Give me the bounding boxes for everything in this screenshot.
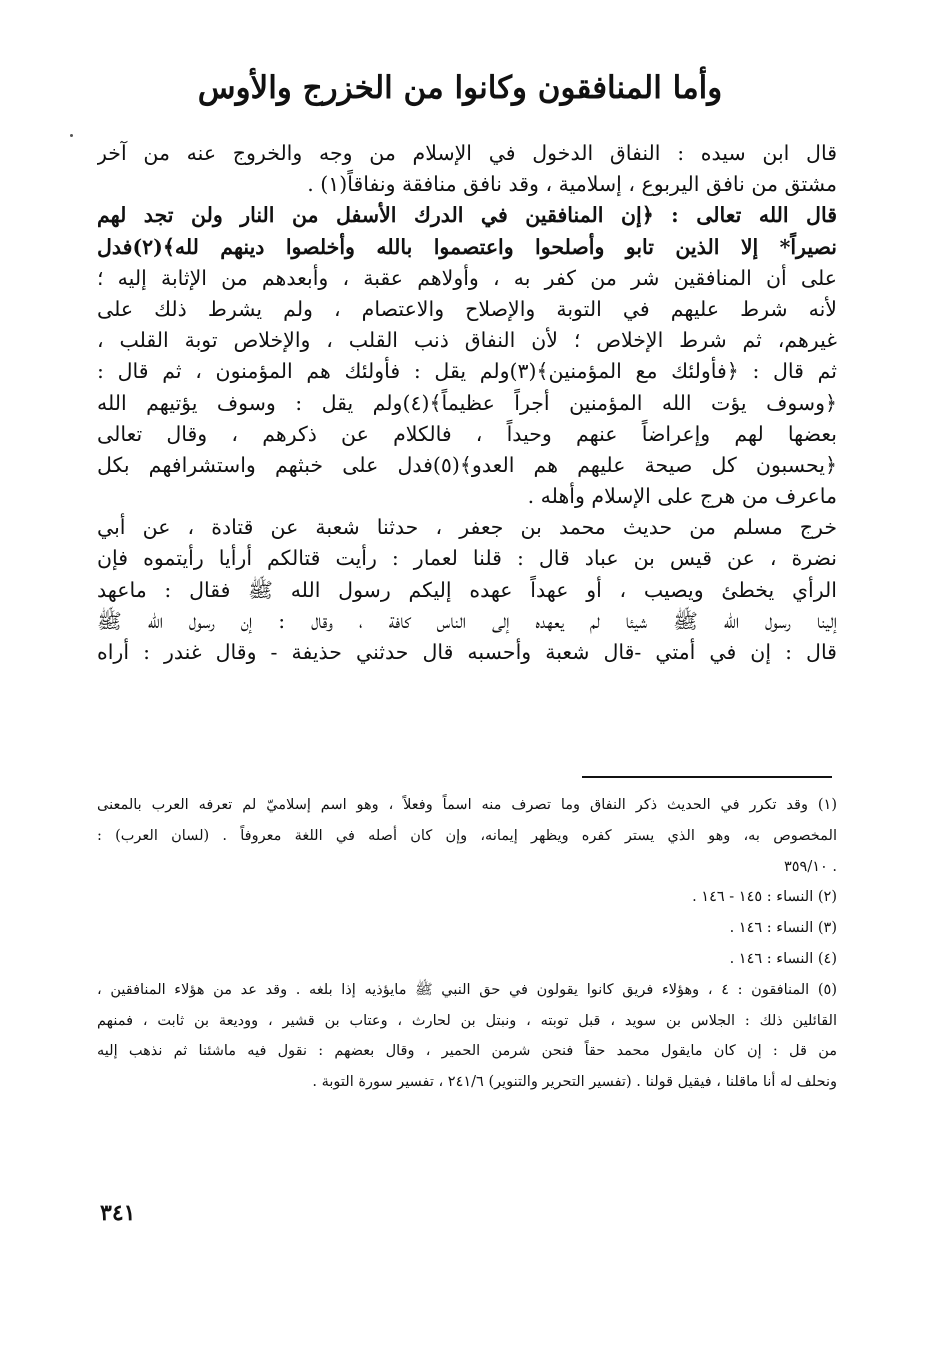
footnote-separator: [582, 776, 832, 778]
footnote-line: (٣) النساء : ١٤٦ .: [729, 920, 837, 937]
footnote-line: من قل : إن كان مايقول محمد حقاً فنحن شرمن الحمير ، وقال بعضهم : نقول فيه ماشئنا ثم نذهب إليه: [97, 1043, 837, 1060]
body-line: غيرهم، ثم شرط الإخلاص ؛ لأن النفاق ذنب القلب ، والإخلاص توبة القلب ،: [97, 328, 837, 353]
footnotes: [97, 790, 837, 1098]
body-line: ﴿وسوف يؤت الله المؤمنين أجراً عظيماً﴾(٤)ولم يقل : وسوف يؤتيهم الله: [97, 390, 837, 415]
body-line: قال : إن في أمتي -قال شعبة وأحسبه قال حدثني حذيفة - وقال غندر : أراه: [97, 640, 837, 664]
footnote-line: القائلين ذلك : الجلاس بن سويد ، قبل توبته ، ونبتل بن لحارث ، وعتاب بن قشير ، ووديعة بن ثابت ، فمنهم: [97, 1012, 837, 1029]
body-line: الرأي يخطئ ويصيب ، أو عهداً عهده إليكم رسول الله ﷺ فقال : ماعهد: [97, 577, 837, 602]
page-title: وأما المنافقون وكانوا من الخزرج والأوس: [197, 70, 723, 106]
body-line: على أن المنافقين شر من كفر به ، وأولاهم عقبة ، وأبعدهم من الإثابة إليه ؛: [97, 265, 837, 290]
body-line: إلينا رسول الله ﷺ شيئا لم يعهده إلى الناس كافة ، وقال : إن رسول الله ﷺ: [97, 608, 837, 633]
body-text: [97, 138, 837, 668]
body-line: نصيراً* إلا الذين تابو وأصلحوا واعتصموا بالله وأخلصوا دينهم لله﴾(٢)فدل: [97, 234, 837, 259]
footnote-line: ونحلف له أنا ماقلنا ، فيقيل قولنا . (تفسير التحرير والتنوير) ٢٤١/٦ ، تفسير سورة التوبة .: [312, 1074, 837, 1091]
footnote-line: (٥) المنافقون : ٤ ، وهؤلاء فريق كانوا يقولون في حق النبي ﷺ مايؤذيه إذا بلغه . وقد عد من هؤلاء المنافقين ،: [97, 981, 837, 998]
body-line: لأنه شرط عليهم في التوبة والإصلاح والاعتصام ، ولم يشرط ذلك على: [97, 296, 837, 321]
body-line: قال ابن سيده : النفاق الدخول في الإسلام من وجه والخروج عنه من آخر: [97, 141, 837, 165]
scan-speck: [70, 134, 73, 137]
body-line: قال الله تعالى : ﴿إن المنافقين في الدرك الأسفل من النار ولن تجد لهم: [97, 203, 837, 228]
footnote-line: (٤) النساء : ١٤٦ .: [729, 950, 837, 967]
footnote-line: (١) وقد تكرر في الحديث ذكر النفاق وما تصرف منه اسماً وفعلاً ، وهو اسم إسلاميّ لم تعرفه العرب بالمعنى: [97, 797, 837, 813]
footnote-line: . ٣٥٩/١٠: [783, 858, 837, 875]
body-line: نضرة ، عن قيس بن عباد قال : قلنا لعمار : رأيت قتالكم أرأيا رأيتموه فإن: [97, 546, 837, 571]
footnote-line: المخصوص به، وهو الذي يستر كفره ويظهر إيمانه، وإن كان أصله في اللغة معروفاً . (لسان العرب) :: [97, 827, 837, 844]
body-line: خرج مسلم من حديث محمد بن جعفر ، حدثنا شعبة عن قتادة ، عن أبي: [97, 515, 837, 540]
body-line: مشتق من نافق اليربوع ، إسلامية ، وقد نافق منافقة ونفاقاً(١) .: [307, 172, 837, 197]
body-line: ﴿يحسبون كل صيحة عليهم هم العدو﴾(٥)فدل على خبثهم واستشرافهم بكل: [97, 452, 837, 477]
footnote-line: (٢) النساء : ١٤٥ - ١٤٦ .: [692, 889, 837, 906]
body-line: ثم قال : ﴿فأولئك مع المؤمنين﴾(٣)ولم يقل : فأولئك هم المؤمنون ، ثم قال :: [97, 359, 837, 384]
body-line: ماعرف من هرج على الإسلام وأهله .: [527, 484, 837, 509]
page-number: ٣٤١: [100, 1200, 136, 1226]
body-line: بعضها لهم وإعراضاً عنهم وحيداً ، فالكلام عن ذكرهم ، وقال تعالى: [97, 421, 837, 446]
